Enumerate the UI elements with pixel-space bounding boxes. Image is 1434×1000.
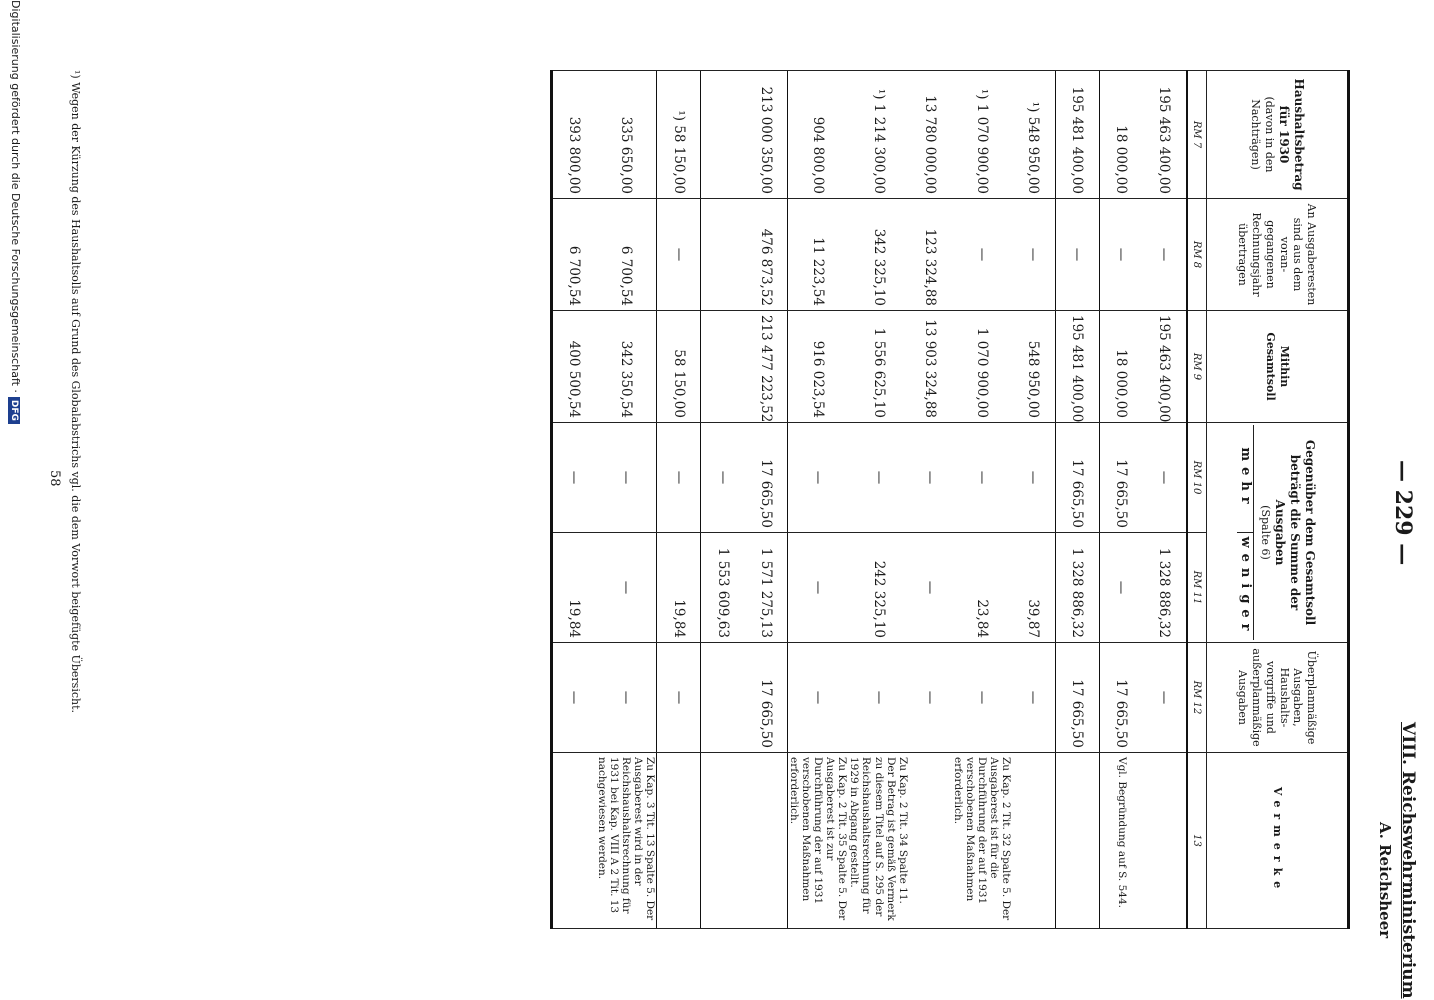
table-row: — 1 553 609,63 — [701, 71, 745, 929]
table-row: 18 000,00 — 18 000,00 17 665,50 — 17 665,50 Vgl. Begründung auf S. 544. — [1100, 71, 1144, 929]
digitization-note: Digitalisierung gefördert durch die Deutsche Forschungsgemeinschaft ·DFG — [8, 0, 22, 1000]
budget-table — [550, 70, 1350, 929]
unit-row: RM 7 RM 8 RM 9 RM 10 RM 11 RM 12 13 — [1187, 71, 1207, 929]
footer-page-number: 58 — [47, 470, 62, 487]
col12-header: Überplanmäßige Ausgaben, Haushalts- vorgriffe und außerplanmäßige Ausgaben — [1207, 643, 1349, 753]
footnote: ¹) Wegen der Kürzung des Haushaltsolls auf Grund des Globalabstrichs vgl. die dem Vorwort beigefügte Übersicht. — [69, 70, 82, 713]
col8-header: An Ausgaberesten sind aus dem voran- gegangenen Rechnungsjahr übertragen — [1207, 199, 1349, 311]
col9-header: Mithin Gesamtsoll — [1207, 311, 1349, 423]
table-row: 13 780 000,00 123 324,88 13 903 324,88 — — — — [909, 71, 952, 929]
col13-header: Vermerke — [1207, 753, 1349, 929]
dfg-logo: DFG — [8, 397, 20, 424]
table-row: ¹) 548 950,00 — 548 950,00 — 39,87 — — [1012, 71, 1056, 929]
page-header — [1341, 0, 1426, 1000]
table-row: 393 800,00 6 700,54 400 500,54 — 19,84 — — [551, 71, 596, 929]
table-row: ¹) 58 150,00 — 58 150,00 — 19,84 — — [657, 71, 701, 929]
table-row: 904 800,00 11 223,54 916 023,54 — — — Zu Kap. 2 Tit. 35 Spalte 5. Der Ausgaberest ist zur Durchführung der auf 1931 verschobenen Maßnahmen erforderlich. — [788, 71, 849, 929]
table-row: 335 650,00 6 700,54 342 350,54 — — — Zu Kap. 3 Tit. 13 Spalte 5. Der Ausgaberest wird in der Reichshaushaltsrechnung für 1931 bei Kap. VIII A 2 Tit. 13 nachgewiesen werden. — [596, 71, 657, 929]
col10-11-header: Gegenüber dem Gesamtsoll beträgt die Summe der Ausgaben (Spalte 6) mehr weniger — [1207, 423, 1349, 643]
table-row: 195 463 400,00 — 195 463 400,00 — 1 328 886,32 — — [1143, 71, 1187, 929]
page-number: — 229 — — [1390, 460, 1416, 566]
table-row: ¹) 1 070 900,00 — 1 070 900,00 — 23,84 — Zu Kap. 2 Tit. 32 Spalte 5. Der Ausgaberest ist für die Durchführung der auf 1931 verschobenen Maßnahmen erforderlich. — [952, 71, 1012, 929]
table-row: ¹) 1 214 300,00 342 325,10 1 556 625,10 — 242 325,10 — Zu Kap. 2 Tit. 34 Spalte 11. Der Betrag ist gemäß Vermerk zu diesem Titel auf S. 295 der Reichshaushaltsrechnung für 1929 in Abgang gestellt. — [848, 71, 908, 929]
department-title: VIII. Reichswehrministerium — [1398, 722, 1418, 999]
col11-header: weniger — [1238, 536, 1254, 637]
table-row: 195 481 400,00 — 195 481 400,00 17 665,50 1 328 886,32 17 665,50 — [1056, 71, 1100, 929]
subdepartment-title: A. Reichsheer — [1376, 822, 1394, 939]
header-row — [1207, 71, 1349, 929]
table-row: 213 000 350,00 476 873,52 213 477 223,52 17 665,50 1 571 275,13 17 665,50 — [744, 71, 788, 929]
col7-header: Haushaltsbetrag für 1930 (davon in den Nachträgen) — [1207, 71, 1349, 199]
col10-header: mehr — [1237, 425, 1253, 533]
